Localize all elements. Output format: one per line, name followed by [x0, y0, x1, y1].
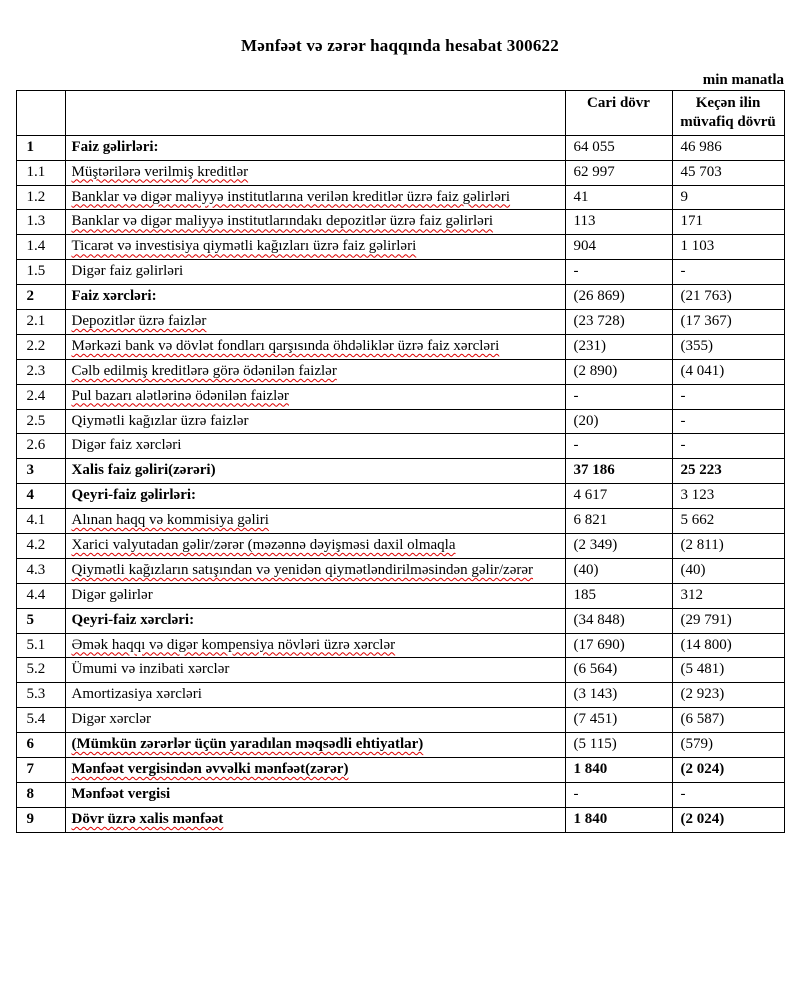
- row-label-cell: [65, 782, 565, 807]
- row-number: 5.4: [16, 708, 65, 733]
- row-label: Dövr üzrə xalis mənfəət: [71, 810, 224, 827]
- row-value-current: (20): [565, 409, 672, 434]
- row-label-cell: [65, 459, 565, 484]
- header-label-cell: [65, 91, 565, 136]
- row-value-previous: 1 103: [672, 235, 784, 260]
- row-value-current: 62 997: [565, 160, 672, 185]
- row-number: 4.4: [16, 583, 65, 608]
- row-number: 2.1: [16, 310, 65, 335]
- table-row: [16, 434, 784, 459]
- row-value-previous: -: [672, 260, 784, 285]
- row-value-previous: (6 587): [672, 708, 784, 733]
- row-label-cell: [65, 733, 565, 758]
- row-number: 1: [16, 135, 65, 160]
- row-value-previous: 5 662: [672, 509, 784, 534]
- row-label-cell: [65, 160, 565, 185]
- row-value-current: (26 869): [565, 285, 672, 310]
- row-value-current: 41: [565, 185, 672, 210]
- row-number: 2: [16, 285, 65, 310]
- row-label-cell: [65, 633, 565, 658]
- row-label-cell: [65, 534, 565, 559]
- row-value-current: -: [565, 260, 672, 285]
- row-number: 2.4: [16, 384, 65, 409]
- row-number: 4.3: [16, 558, 65, 583]
- row-value-previous: (40): [672, 558, 784, 583]
- row-value-previous: (355): [672, 334, 784, 359]
- row-label: Əmək haqqı və digər kompensiya növləri üzrə xərclər: [71, 636, 396, 653]
- row-label: Xalis faiz gəliri(zərəri): [71, 462, 216, 479]
- unit-note: min manatla: [702, 72, 784, 88]
- row-value-previous: -: [672, 409, 784, 434]
- row-label: Faiz xərcləri:: [71, 288, 157, 305]
- row-value-previous: -: [672, 782, 784, 807]
- row-label-cell: [65, 583, 565, 608]
- table-row: [16, 558, 784, 583]
- row-label-cell: [65, 210, 565, 235]
- row-value-previous: (2 024): [672, 807, 784, 832]
- row-label: Digər faiz xərcləri: [71, 437, 182, 454]
- report-table: [16, 90, 785, 833]
- row-value-current: (5 115): [565, 733, 672, 758]
- table-row: [16, 384, 784, 409]
- row-value-current: (34 848): [565, 608, 672, 633]
- row-value-previous: (5 481): [672, 658, 784, 683]
- row-value-previous: (17 367): [672, 310, 784, 335]
- row-label: Müştərilərə verilmiş kreditlər: [71, 163, 249, 180]
- table-row: [16, 758, 784, 783]
- row-number: 5.1: [16, 633, 65, 658]
- row-value-current: 37 186: [565, 459, 672, 484]
- row-number: 4.1: [16, 509, 65, 534]
- row-number: 5.2: [16, 658, 65, 683]
- row-number: 2.3: [16, 359, 65, 384]
- table-row: [16, 782, 784, 807]
- table-row: [16, 310, 784, 335]
- table-row: [16, 185, 784, 210]
- row-label-cell: [65, 434, 565, 459]
- row-number: 6: [16, 733, 65, 758]
- table-row: [16, 534, 784, 559]
- row-label-cell: [65, 409, 565, 434]
- row-label-cell: [65, 359, 565, 384]
- row-label-cell: [65, 708, 565, 733]
- row-value-current: 1 840: [565, 807, 672, 832]
- table-row: [16, 708, 784, 733]
- row-label-cell: [65, 484, 565, 509]
- row-label-cell: [65, 683, 565, 708]
- table-row: [16, 608, 784, 633]
- report-title: Mənfəət və zərər haqqında hesabat 300622: [241, 36, 559, 55]
- row-label-cell: [65, 758, 565, 783]
- header-num-cell: [16, 91, 65, 136]
- row-label-cell: [65, 658, 565, 683]
- table-row: [16, 509, 784, 534]
- table-row: [16, 210, 784, 235]
- row-number: 4.2: [16, 534, 65, 559]
- row-value-previous: (2 811): [672, 534, 784, 559]
- row-number: 2.5: [16, 409, 65, 434]
- row-value-previous: 46 986: [672, 135, 784, 160]
- row-label: Ticarət və investisiya qiymətli kağızları üzrə faiz gəlirləri: [71, 238, 417, 255]
- row-label-cell: [65, 135, 565, 160]
- row-label-cell: [65, 384, 565, 409]
- row-label-cell: [65, 185, 565, 210]
- table-row: [16, 334, 784, 359]
- row-value-previous: 3 123: [672, 484, 784, 509]
- row-value-current: -: [565, 384, 672, 409]
- row-label: Banklar və digər maliyyə institutlarındakı depozitlər üzrə faiz gəlirləri: [71, 213, 494, 230]
- row-value-current: (17 690): [565, 633, 672, 658]
- header-row: [16, 91, 784, 136]
- row-number: 9: [16, 807, 65, 832]
- row-number: 8: [16, 782, 65, 807]
- row-value-current: 64 055: [565, 135, 672, 160]
- row-value-current: (3 143): [565, 683, 672, 708]
- table-row: [16, 807, 784, 832]
- table-row: [16, 583, 784, 608]
- row-label: Alınan haqq və kommisiya gəliri: [71, 512, 269, 529]
- table-row: [16, 484, 784, 509]
- row-number: 4: [16, 484, 65, 509]
- row-number: 1.5: [16, 260, 65, 285]
- row-number: 2.6: [16, 434, 65, 459]
- row-value-current: 185: [565, 583, 672, 608]
- row-value-previous: 25 223: [672, 459, 784, 484]
- row-label: Cəlb edilmiş kreditlərə görə ödənilən faizlər: [71, 362, 337, 379]
- table-row: [16, 683, 784, 708]
- row-label: Banklar və digər maliyyə institutlarına verilən kreditlər üzrə faiz gəlirləri: [71, 188, 511, 205]
- table-row: [16, 459, 784, 484]
- row-label-cell: [65, 334, 565, 359]
- row-label-cell: [65, 285, 565, 310]
- row-label-cell: [65, 509, 565, 534]
- row-label: Qeyri-faiz xərcləri:: [71, 611, 195, 628]
- table-row: [16, 633, 784, 658]
- row-value-previous: -: [672, 384, 784, 409]
- row-value-current: (6 564): [565, 658, 672, 683]
- table-row: [16, 285, 784, 310]
- row-value-previous: 312: [672, 583, 784, 608]
- table-row: [16, 135, 784, 160]
- row-value-previous: 171: [672, 210, 784, 235]
- row-value-previous: (29 791): [672, 608, 784, 633]
- row-number: 2.2: [16, 334, 65, 359]
- table-row: [16, 235, 784, 260]
- row-label-cell: [65, 260, 565, 285]
- row-number: 7: [16, 758, 65, 783]
- row-value-current: 1 840: [565, 758, 672, 783]
- row-value-previous: 45 703: [672, 160, 784, 185]
- row-value-current: 4 617: [565, 484, 672, 509]
- row-value-previous: (2 923): [672, 683, 784, 708]
- table-row: [16, 658, 784, 683]
- row-value-current: (2 890): [565, 359, 672, 384]
- row-value-current: (231): [565, 334, 672, 359]
- row-value-current: 113: [565, 210, 672, 235]
- row-label: Mərkəzi bank və dövlət fondları qarşısında öhdəliklər üzrə faiz xərcləri: [71, 337, 500, 354]
- row-label-cell: [65, 608, 565, 633]
- row-value-current: (7 451): [565, 708, 672, 733]
- row-number: 1.3: [16, 210, 65, 235]
- row-label: Xarici valyutadan gəlir/zərər (məzənnə dəyişməsi daxil olmaqla: [71, 537, 456, 554]
- row-number: 5: [16, 608, 65, 633]
- report-page: [0, 36, 800, 833]
- row-number: 3: [16, 459, 65, 484]
- report-table-body: [16, 135, 784, 832]
- row-label: Qiymətli kağızlar üzrə faizlər: [71, 412, 249, 429]
- row-value-previous: (579): [672, 733, 784, 758]
- header-current-period: Cari dövr: [565, 91, 672, 136]
- row-label: Mənfəət vergisindən əvvəlki mənfəət(zərər): [71, 761, 349, 778]
- row-value-previous: 9: [672, 185, 784, 210]
- row-value-current: (2 349): [565, 534, 672, 559]
- table-row: [16, 359, 784, 384]
- row-label-cell: [65, 310, 565, 335]
- row-number: 5.3: [16, 683, 65, 708]
- row-label: Qiymətli kağızların satışından və yenidən qiymətləndirilməsindən gəlir/zərər: [71, 561, 534, 578]
- row-value-previous: (21 763): [672, 285, 784, 310]
- row-label-cell: [65, 235, 565, 260]
- row-value-current: (40): [565, 558, 672, 583]
- table-row: [16, 409, 784, 434]
- row-label: Amortizasiya xərcləri: [71, 686, 202, 703]
- row-number: 1.4: [16, 235, 65, 260]
- row-value-current: 6 821: [565, 509, 672, 534]
- row-label: Pul bazarı alətlərinə ödənilən faizlər: [71, 387, 289, 404]
- row-value-previous: (2 024): [672, 758, 784, 783]
- row-label-cell: [65, 558, 565, 583]
- row-label: Ümumi və inzibati xərclər: [71, 661, 230, 678]
- row-value-previous: (14 800): [672, 633, 784, 658]
- row-label: Mənfəət vergisi: [71, 785, 171, 802]
- row-value-current: 904: [565, 235, 672, 260]
- row-number: 1.1: [16, 160, 65, 185]
- row-label: (Mümkün zərərlər üçün yaradılan məqsədli ehtiyatlar): [71, 736, 424, 753]
- row-value-current: (23 728): [565, 310, 672, 335]
- row-value-previous: -: [672, 434, 784, 459]
- row-label: Digər xərclər: [71, 711, 152, 728]
- table-row: [16, 733, 784, 758]
- row-number: 1.2: [16, 185, 65, 210]
- row-label: Qeyri-faiz gəlirləri:: [71, 487, 197, 504]
- row-label: Faiz gəlirləri:: [71, 138, 159, 155]
- header-previous-period: Keçən ilin müvafiq dövrü: [672, 91, 784, 136]
- row-label: Digər gəlirlər: [71, 586, 153, 603]
- row-label: Depozitlər üzrə faizlər: [71, 313, 207, 330]
- table-row: [16, 260, 784, 285]
- row-value-current: -: [565, 782, 672, 807]
- row-label-cell: [65, 807, 565, 832]
- table-row: [16, 160, 784, 185]
- row-value-previous: (4 041): [672, 359, 784, 384]
- row-label: Digər faiz gəlirləri: [71, 263, 184, 280]
- row-value-current: -: [565, 434, 672, 459]
